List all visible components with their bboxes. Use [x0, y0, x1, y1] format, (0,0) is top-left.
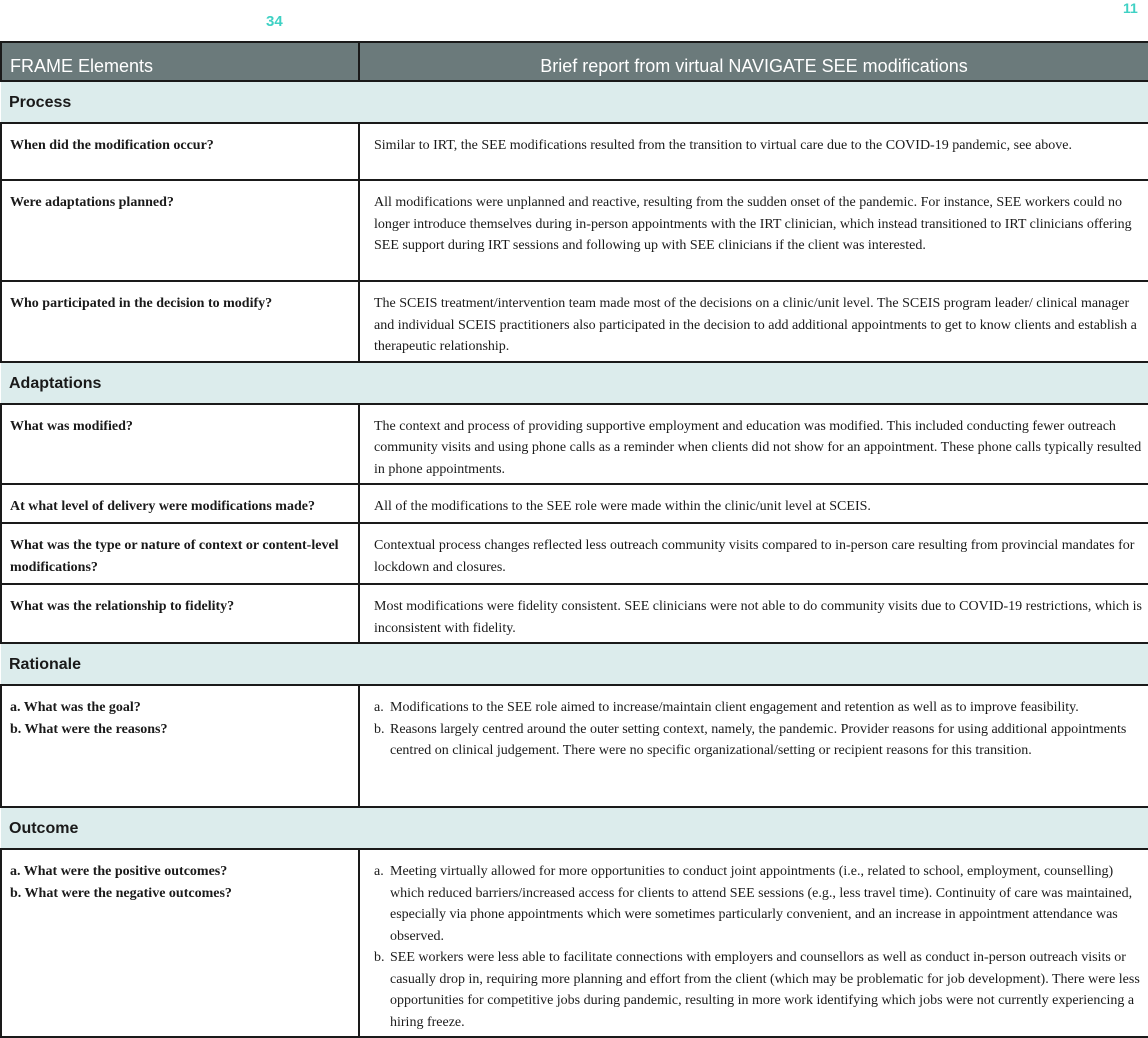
- answer-cell: Most modifications were fidelity consistent. SEE clinicians were not able to do community visits due to COVID-19 restrictions, which is inconsistent with fidelity.: [359, 584, 1148, 643]
- page-number-right: 11: [1123, 0, 1138, 16]
- question-cell: What was the type or nature of context or content-level modifications?: [1, 523, 359, 584]
- section-title-adaptations: Adaptations: [1, 362, 1148, 404]
- section-title-process: Process: [1, 81, 1148, 123]
- answer-cell: [359, 685, 1148, 807]
- question-line: b. What were the reasons?: [10, 722, 168, 737]
- answer-cell: The context and process of providing supportive employment and education was modified. This included conducting fewer outreach community visits and using phone calls as a reminder when clients did not show for an appointment. These phone calls typically resulted in phone appointments.: [359, 404, 1148, 485]
- list-text: SEE workers were less able to facilitate connections with employers and counsellors as well as conduct in-person outreach visits or casually drop in, requiring more planning and effort from the client (which may be problematic for job development). There were less opportunities for competitive jobs during pandemic, resulting in more work identifying which jobs were not currently experiencing a hiring freeze.: [390, 950, 1140, 1030]
- table-header-row: [1, 42, 1148, 81]
- question-cell: At what level of delivery were modifications made?: [1, 484, 359, 523]
- header-brief-report: Brief report from virtual NAVIGATE SEE modifications: [359, 42, 1148, 81]
- answer-list: [374, 861, 1144, 1033]
- question-line: a. What were the positive outcomes?: [10, 864, 228, 879]
- list-text: Meeting virtually allowed for more opportunities to conduct joint appointments (i.e., related to school, employment, counselling) which reduced barriers/increased access for clients to attend SEE sessions (e.g., less travel time). Continuity of care was maintained, especially via phone appointments which were sometimes particularly convenient, and an increase in appointment attendance was observed.: [390, 864, 1133, 944]
- section-row: [1, 81, 1148, 123]
- frame-table: [0, 41, 1148, 1038]
- list-item: [374, 947, 1144, 1033]
- list-label: a.: [374, 864, 384, 879]
- question-cell: [1, 849, 359, 1037]
- question-line: b. What were the negative outcomes?: [10, 886, 232, 901]
- list-text: Modifications to the SEE role aimed to increase/maintain client engagement and retention as well as to improve feasibility.: [390, 700, 1079, 715]
- table-row: [1, 404, 1148, 485]
- section-row: [1, 362, 1148, 404]
- question-line: a. What was the goal?: [10, 700, 141, 715]
- table-row: [1, 849, 1148, 1037]
- question-cell: What was the relationship to fidelity?: [1, 584, 359, 643]
- answer-cell: Contextual process changes reflected less outreach community visits compared to in-person care resulting from provincial mandates for lockdown and closures.: [359, 523, 1148, 584]
- table-row: [1, 281, 1148, 362]
- list-label: a.: [374, 700, 384, 715]
- list-item: [374, 861, 1144, 947]
- list-label: b.: [374, 950, 385, 965]
- table-row: [1, 685, 1148, 807]
- table-row: [1, 523, 1148, 584]
- table-row: [1, 484, 1148, 523]
- question-cell: [1, 685, 359, 807]
- list-item: [374, 719, 1144, 762]
- answer-cell: [359, 849, 1148, 1037]
- page-number-left: 34: [266, 13, 283, 30]
- table-row: [1, 584, 1148, 643]
- answer-cell: All of the modifications to the SEE role were made within the clinic/unit level at SCEIS.: [359, 484, 1148, 523]
- section-title-rationale: Rationale: [1, 643, 1148, 685]
- section-row: [1, 643, 1148, 685]
- table-row: [1, 123, 1148, 180]
- section-row: [1, 807, 1148, 849]
- question-cell: When did the modification occur?: [1, 123, 359, 180]
- section-title-outcome: Outcome: [1, 807, 1148, 849]
- answer-cell: All modifications were unplanned and reactive, resulting from the sudden onset of the pandemic. For instance, SEE workers could no longer introduce themselves during in-person appointments with the IRT clinician, which instead transitioned to IRT clinicians offering SEE support during IRT sessions and following up with SEE clinicians if the client was interested.: [359, 180, 1148, 281]
- question-cell: Were adaptations planned?: [1, 180, 359, 281]
- answer-cell: The SCEIS treatment/intervention team made most of the decisions on a clinic/unit level. The SCEIS program leader/ clinical manager and individual SCEIS practitioners also participated in the decision to add additional appointments to get to know clients and establish a therapeutic relationship.: [359, 281, 1148, 362]
- answer-list: [374, 697, 1144, 762]
- answer-cell: Similar to IRT, the SEE modifications resulted from the transition to virtual care due to the COVID-19 pandemic, see above.: [359, 123, 1148, 180]
- question-cell: Who participated in the decision to modify?: [1, 281, 359, 362]
- list-text: Reasons largely centred around the outer setting context, namely, the pandemic. Provider reasons for using additional appointments centred on clinical judgement. There were no specific organizational/setting or recipient reasons for this transition.: [390, 721, 1127, 758]
- list-item: [374, 697, 1144, 719]
- header-frame-elements: FRAME Elements: [1, 42, 359, 81]
- table-row: [1, 180, 1148, 281]
- list-label: b.: [374, 721, 385, 737]
- question-cell: What was modified?: [1, 404, 359, 485]
